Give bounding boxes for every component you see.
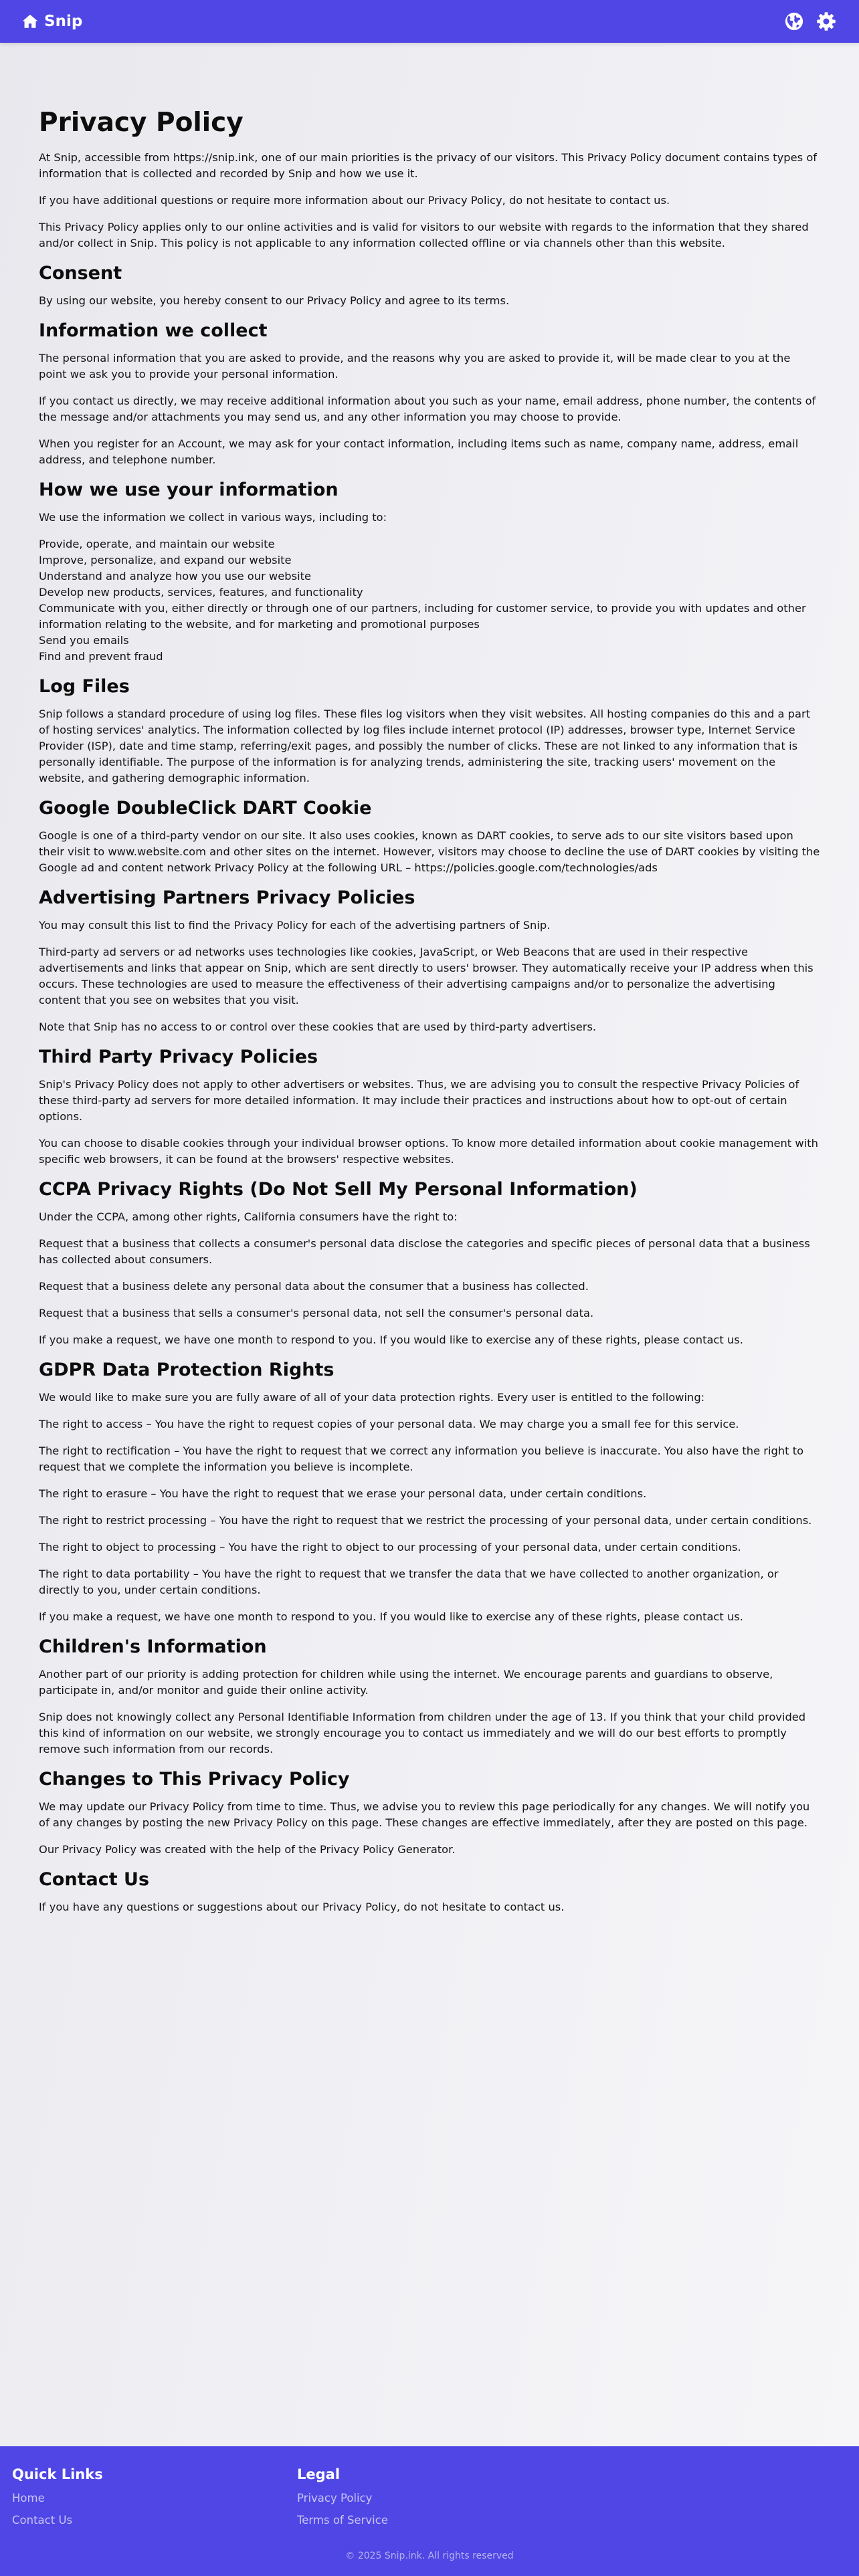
settings-button[interactable] bbox=[814, 9, 839, 34]
section-paragraph: We use the information we collect in various ways, including to: bbox=[39, 511, 387, 524]
intro-paragraph: At Snip, accessible from https://snip.ink, one of our main priorities is the privacy of our visitors. This Privacy Policy document contains types of information that is collected and recorded by Snip and how we use it. bbox=[39, 151, 818, 180]
section-paragraph: Another part of our priority is adding protection for children while using the internet. We encourage parents and guardians to observe, participate in, and/or monitor and guide their online activity. bbox=[39, 1668, 773, 1697]
intro-paragraph: If you have additional questions or require more information about our Privacy Policy, do not hesitate to contact us. bbox=[39, 194, 670, 207]
section-paragraph: The right to rectification – You have the right to request that we correct any information you believe is inaccurate. You also have the right to request that we complete the information you believe is incomplete. bbox=[39, 1444, 804, 1473]
list-item: Improve, personalize, and expand our website bbox=[39, 554, 292, 566]
privacy-policy-content bbox=[39, 107, 820, 1926]
intro-paragraph: This Privacy Policy applies only to our online activities and is valid for visitors to our website with regards to the information that they shared and/or collect in Snip. This policy is not applicable to any information collected offline or via channels other than this website. bbox=[39, 221, 809, 249]
brand-name: Snip bbox=[44, 13, 83, 30]
section-paragraph: Request that a business delete any personal data about the consumer that a business has collected. bbox=[39, 1280, 589, 1293]
section-paragraph: The right to restrict processing – You have the right to request that we restrict the processing of your personal data, under certain conditions. bbox=[39, 1514, 812, 1527]
section-paragraph: By using our website, you hereby consent to our Privacy Policy and agree to its terms. bbox=[39, 294, 510, 307]
section-paragraph: Note that Snip has no access to or control over these cookies that are used by third-party advertisers. bbox=[39, 1021, 597, 1033]
section-paragraph: If you make a request, we have one month to respond to you. If you would like to exercise any of these rights, please contact us. bbox=[39, 1610, 743, 1623]
section-paragraph: Our Privacy Policy was created with the help of the Privacy Policy Generator. bbox=[39, 1843, 456, 1856]
section-heading-gdpr: GDPR Data Protection Rights bbox=[39, 1360, 335, 1380]
footer-link-home[interactable]: Home bbox=[12, 2492, 45, 2504]
section-heading-log-files: Log Files bbox=[39, 676, 130, 697]
section-heading-changes: Changes to This Privacy Policy bbox=[39, 1769, 350, 1790]
section-paragraph: Request that a business that collects a consumer's personal data disclose the categories and specific pieces of personal data that a business has collected about consumers. bbox=[39, 1237, 810, 1266]
footer-link-contact-us[interactable]: Contact Us bbox=[12, 2514, 73, 2527]
footer-heading-quick-links: Quick Links bbox=[12, 2466, 103, 2482]
section-paragraph: We would like to make sure you are fully aware of all of your data protection rights. Every user is entitled to the following: bbox=[39, 1391, 705, 1404]
section-paragraph: The right to object to processing – You have the right to object to our processing of your personal data, under certain conditions. bbox=[39, 1541, 741, 1553]
section-paragraph: When you register for an Account, we may ask for your contact information, including items such as name, company name, address, email address, and telephone number. bbox=[39, 437, 799, 466]
home-icon bbox=[21, 13, 39, 30]
footer-quick-links bbox=[12, 2465, 103, 2536]
list-item: Understand and analyze how you use our website bbox=[39, 570, 312, 582]
footer-heading-legal: Legal bbox=[297, 2466, 341, 2482]
section-paragraph: We may update our Privacy Policy from time to time. Thus, we advise you to review this page periodically for any changes. We will notify you of any changes by posting the new Privacy Policy on this page. These changes are effective immediately, after they are posted on this page. bbox=[39, 1800, 810, 1829]
list-item: Provide, operate, and maintain our website bbox=[39, 538, 275, 550]
section-heading-how-we-use: How we use your information bbox=[39, 479, 339, 500]
section-paragraph: If you have any questions or suggestions about our Privacy Policy, do not hesitate to contact us. bbox=[39, 1901, 565, 1913]
section-paragraph: If you contact us directly, we may receive additional information about you such as your name, email address, phone number, the contents of the message and/or attachments you may send us, and any other information you may choose to provide. bbox=[39, 395, 816, 423]
section-paragraph: You may consult this list to find the Privacy Policy for each of the advertising partners of Snip. bbox=[39, 919, 551, 932]
page-title: Privacy Policy bbox=[39, 108, 244, 138]
section-heading-ccpa: CCPA Privacy Rights (Do Not Sell My Personal Information) bbox=[39, 1179, 638, 1200]
brand-home-link[interactable] bbox=[21, 11, 82, 32]
footer-legal bbox=[297, 2465, 388, 2536]
section-heading-dart-cookie: Google DoubleClick DART Cookie bbox=[39, 798, 372, 819]
section-heading-third-party: Third Party Privacy Policies bbox=[39, 1047, 318, 1067]
globe-icon bbox=[784, 11, 804, 31]
section-paragraph: Third-party ad servers or ad networks uses technologies like cookies, JavaScript, or Web Beacons that are used in their respective advertisements and links that appear on Snip, which are sent directly to users' browser. They automatically receive your IP address when this occurs. These technologies are used to measure the effectiveness of their advertising campaigns and/or to personalize the advertising content that you see on websites that you visit. bbox=[39, 946, 814, 1006]
section-paragraph: The right to access – You have the right to request copies of your personal data. We may charge you a small fee for this service. bbox=[39, 1418, 739, 1430]
section-heading-information-we-collect: Information we collect bbox=[39, 320, 268, 341]
section-heading-advertising-partners: Advertising Partners Privacy Policies bbox=[39, 887, 415, 908]
usage-list bbox=[39, 536, 820, 665]
section-paragraph: If you make a request, we have one month to respond to you. If you would like to exercise any of these rights, please contact us. bbox=[39, 1333, 743, 1346]
section-heading-consent: Consent bbox=[39, 263, 122, 284]
section-paragraph: The right to erasure – You have the right to request that we erase your personal data, under certain conditions. bbox=[39, 1487, 647, 1500]
language-button[interactable] bbox=[781, 9, 807, 34]
section-heading-childrens-information: Children's Information bbox=[39, 1636, 267, 1657]
section-paragraph: Snip does not knowingly collect any Personal Identifiable Information from children under the age of 13. If you think that your child provided this kind of information on our website, we strongly encourage you to contact us immediately and we will do our best efforts to promptly remove such information from our records. bbox=[39, 1711, 806, 1755]
section-paragraph: The right to data portability – You have the right to request that we transfer the data that we have collected to another organization, or directly to you, under certain conditions. bbox=[39, 1568, 779, 1596]
section-paragraph: Google is one of a third-party vendor on our site. It also uses cookies, known as DART cookies, to serve ads to our site visitors based upon their visit to www.website.com and other sites on the internet. However, visitors may choose to decline the use of DART cookies by visiting the Google ad and content network Privacy Policy at the following URL – https://policies.google.com/technologies/ads bbox=[39, 829, 820, 874]
footer-link-terms-of-service[interactable]: Terms of Service bbox=[297, 2514, 388, 2527]
list-item: Find and prevent fraud bbox=[39, 650, 163, 663]
section-paragraph: You can choose to disable cookies through your individual browser options. To know more detailed information about cookie management with specific web browsers, it can be found at the browsers' respective websites. bbox=[39, 1137, 818, 1166]
section-paragraph: Under the CCPA, among other rights, California consumers have the right to: bbox=[39, 1210, 458, 1223]
site-footer bbox=[0, 2446, 859, 2576]
copyright-text: © 2025 Snip.ink. All rights reserved bbox=[345, 2551, 514, 2561]
gear-icon bbox=[816, 11, 836, 31]
section-paragraph: Snip follows a standard procedure of using log files. These files log visitors when they visit websites. All hosting companies do this and a part of hosting services' analytics. The information collected by log files include internet protocol (IP) addresses, browser type, Internet Service Provider (ISP), date and time stamp, referring/exit pages, and possibly the number of clicks. These are not linked to any information that is personally identifiable. The purpose of the information is for analyzing trends, administering the site, tracking users' movement on the website, and gathering demographic information. bbox=[39, 708, 811, 784]
section-heading-contact-us: Contact Us bbox=[39, 1869, 150, 1890]
top-navbar bbox=[0, 0, 859, 43]
list-item: Send you emails bbox=[39, 634, 129, 647]
list-item: Communicate with you, either directly or through one of our partners, including for customer service, to provide you with updates and other information relating to the website, and for marketing and promotional purposes bbox=[39, 602, 806, 631]
section-paragraph: The personal information that you are asked to provide, and the reasons why you are asked to provide it, will be made clear to you at the point we ask you to provide your personal information. bbox=[39, 352, 791, 381]
section-paragraph: Request that a business that sells a consumer's personal data, not sell the consumer's personal data. bbox=[39, 1307, 594, 1319]
section-paragraph: Snip's Privacy Policy does not apply to other advertisers or websites. Thus, we are advising you to consult the respective Privacy Policies of these third-party ad servers for more detailed information. It may include their practices and instructions about how to opt-out of certain options. bbox=[39, 1078, 799, 1123]
list-item: Develop new products, services, features, and functionality bbox=[39, 586, 363, 599]
footer-link-privacy-policy[interactable]: Privacy Policy bbox=[297, 2492, 373, 2504]
